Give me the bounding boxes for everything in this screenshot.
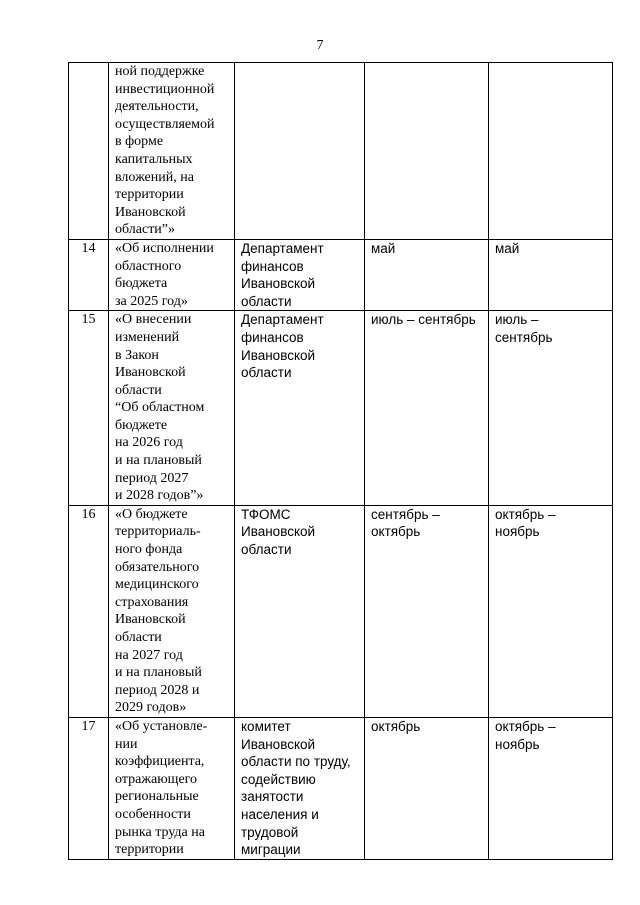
responsible-org: комитет Ивановской области по труду, содействию занятости населения и трудовой миграции [241,718,351,858]
row-number: 16 [81,506,96,522]
responsible-org-cell [235,311,365,506]
responsible-org-cell [235,717,365,859]
submission-period: сентябрь – октябрь [371,506,440,540]
submission-period-cell [365,505,489,717]
row-number-cell [69,63,109,240]
submission-period: октябрь [371,718,421,734]
consideration-period-cell [489,239,613,310]
consideration-period-cell [489,505,613,717]
consideration-period-cell [489,311,613,506]
row-number-cell [69,505,109,717]
consideration-period: май [495,240,520,256]
responsible-org-cell [235,505,365,717]
bill-title-cell [109,63,235,240]
row-number: 17 [81,718,96,734]
bill-title: ной поддержке инвестиционной деятельности, осуществляемой в форме капитальных вложений, на территории Ивановской области”» [115,64,215,238]
bill-title: «О бюджете территориаль- ного фонда обязательного медицинского страхования Ивановской области на 2027 год и на плановый период 2028 и 2029 годов» [115,506,202,716]
submission-period: май [371,240,396,256]
bill-title-cell [109,239,235,310]
bill-title: «Об исполнении областного бюджета за 2025 год» [115,240,214,309]
table-row [69,63,613,240]
bill-title: «О внесении изменений в Закон Ивановской области “Об областном бюджете на 2026 год и на плановый период 2027 и 2028 годов”» [115,312,205,504]
submission-period-cell [365,311,489,506]
row-number: 14 [81,240,96,256]
row-number-cell [69,239,109,310]
bill-title-cell [109,717,235,859]
responsible-org: ТФОМС Ивановской области [241,506,316,558]
submission-period-cell [365,717,489,859]
consideration-period: октябрь – ноябрь [495,718,556,752]
row-number-cell [69,311,109,506]
table-row [69,505,613,717]
responsible-org-cell [235,63,365,240]
row-number-cell [69,717,109,859]
responsible-org: Департамент финансов Ивановской области [241,312,324,381]
responsible-org: Департамент финансов Ивановской области [241,240,324,309]
table-row [69,311,613,506]
submission-period: июль – сентябрь [371,312,476,328]
table-row [69,717,613,859]
submission-period-cell [365,63,489,240]
submission-period-cell [365,239,489,310]
bill-title-cell [109,505,235,717]
bill-title: «Об установле- нии коэффициента, отражающего региональные особенности рынка труда на территории [115,718,208,858]
responsible-org-cell [235,239,365,310]
consideration-period: июль – сентябрь [495,312,553,345]
page-number: 7 [316,38,324,53]
consideration-period-cell [489,63,613,240]
bill-title-cell [109,311,235,506]
consideration-period-cell [489,717,613,859]
legislation-plan-table [68,62,613,860]
consideration-period: октябрь – ноябрь [495,506,556,540]
row-number: 15 [81,312,96,328]
table-row [69,239,613,310]
